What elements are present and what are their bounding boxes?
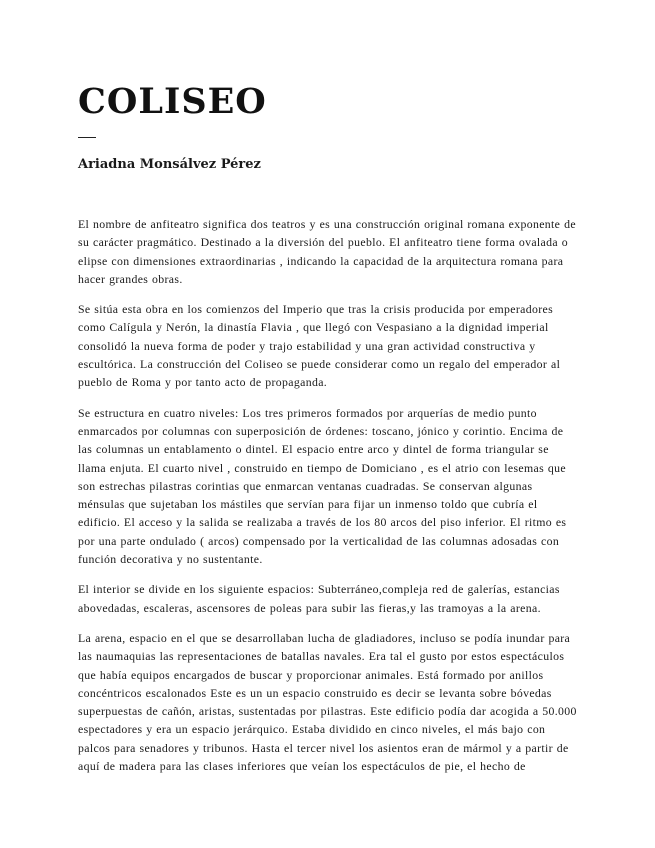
- document-title: COLISEO: [78, 81, 267, 122]
- paragraph-interior: El interior se divide en los siguiente espacios: Subterráneo,compleja red de galerías, estancias abovedadas, escaleras, ascensores de poleas para subir las fieras,y las tramoyas a la arena.: [78, 582, 560, 615]
- title-divider: [78, 137, 96, 138]
- document-author: Ariadna Monsálvez Pérez: [78, 157, 261, 172]
- paragraph-arena: La arena, espacio en el que se desarrollaban lucha de gladiadores, incluso se podía inundar para las naumaquias las representaciones de batallas navales. Era tal el gusto por estos espectáculos que había equipos encargados de buscar y proporcionar animales. Está formado por anillos concéntricos escalonados Este es un un espacio construido es decir se levanta sobre bóvedas superpuestas de cañón, aristas, sustentadas por pilastras. Este edificio podía dar acogida a 50.000 espectadores y era un espacio jerárquico. Estaba dividido en cinco niveles, el más bajo con palcos para senadores y tribunos. Hasta el tercer nivel los asientos eran de mármol y a partir de aquí de madera para las clases inferiores que veían los espectáculos de pie, el hecho de: [78, 630, 577, 774]
- paragraph-structure: Se estructura en cuatro niveles: Los tres primeros formados por arquerías de medio punto enmarcados por columnas con superposición de órdenes: toscano, jónico y corintio. Encima de las columnas un entablamento o dintel. El espacio entre arco y dintel de forma triangular se llama enjuta. El cuarto nivel , construido en tiempo de Domiciano , es el atrio con lesemas que son estrechas pilastras corintias que enmarcan ventanas cuadradas. Se conservan algunas ménsulas que sujetaban los mástiles que servían para fijar un inmenso toldo que cubría el edificio. El acceso y la salida se realizaba a través de los 80 arcos del piso inferior. El ritmo es por una parte ondulado ( arcos) compensado por la verticalidad de las columnas adosadas con función decorativa y no sustentante.: [78, 405, 567, 567]
- paragraph-intro: El nombre de anfiteatro significa dos teatros y es una construcción original romana exponente de su carácter pragmático. Destinado a la diversión del pueblo. El anfiteatro tiene forma ovalada o elipse con dimensiones extraordinarias , indicando la capacidad de la arquitectura romana para hacer grandes obras.: [78, 217, 576, 286]
- document-body: [78, 215, 580, 787]
- paragraph-context: Se sitúa esta obra en los comienzos del Imperio que tras la crisis producida por emperadores como Calígula y Nerón, la dinastía Flavia , que llegó con Vespasiano a la dignidad imperial consolidó la nueva forma de poder y trajo estabilidad y una gran actividad constructiva y escultórica. La construcción del Coliseo se puede considerar como un regalo del emperador al pueblo de Roma y por tanto acto de propaganda.: [78, 302, 561, 390]
